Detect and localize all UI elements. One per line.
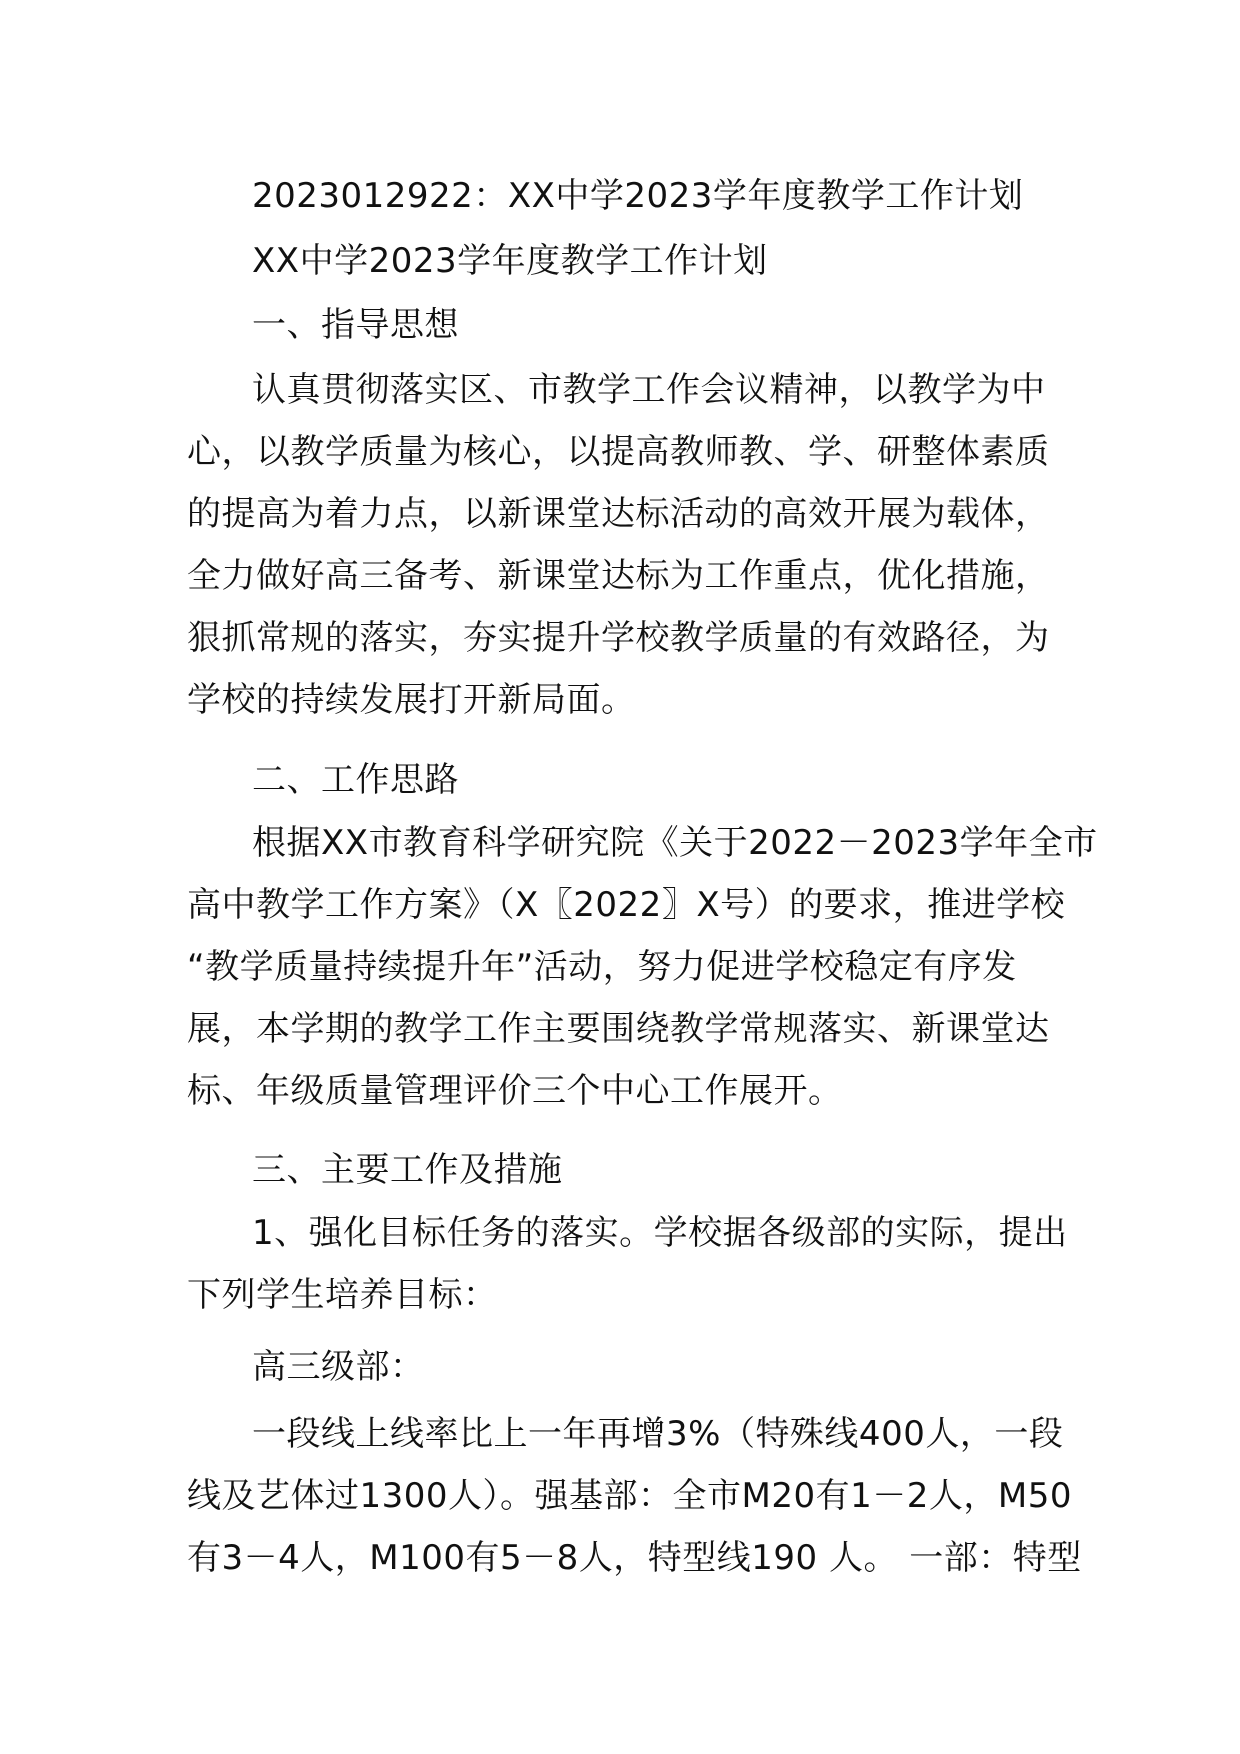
document-header-line: 2023012922：XX中学2023学年度教学工作计划 xyxy=(252,176,1024,216)
paragraph-1-line-6: 学校的持续发展打开新局面。 xyxy=(187,680,636,720)
paragraph-2-line-4: 展，本学期的教学工作主要围绕教学常规落实、新课堂达 xyxy=(187,1009,1050,1049)
paragraph-1-line-4: 全力做好高三备考、新课堂达标为工作重点，优化措施， xyxy=(187,556,1050,596)
section-heading-1: 一、指导思想 xyxy=(252,305,459,345)
document-title: XX中学2023学年度教学工作计划 xyxy=(252,241,768,281)
section-heading-2: 二、工作思路 xyxy=(252,760,459,800)
paragraph-1-line-3: 的提高为着力点，以新课堂达标活动的高效开展为载体， xyxy=(187,494,1050,534)
paragraph-2-line-1: 根据XX市教育科学研究院《关于2022－2023学年全市 xyxy=(252,823,1098,863)
paragraph-4-line-2: 线及艺体过1300人）。强基部：全市M20有1－2人，M50 xyxy=(187,1476,1072,1516)
paragraph-3-line-1: 1、强化目标任务的落实。学校据各级部的实际，提出 xyxy=(252,1213,1068,1253)
paragraph-1-line-2: 心，以教学质量为核心，以提高教师教、学、研整体素质 xyxy=(187,432,1050,472)
paragraph-4-line-3: 有3－4人，M100有5－8人，特型线190 人。 一部：特型 xyxy=(187,1538,1082,1578)
paragraph-4-line-1: 一段线上线率比上一年再增3%（特殊线400人，一段 xyxy=(252,1414,1064,1454)
paragraph-1-line-5: 狠抓常规的落实，夯实提升学校教学质量的有效路径，为 xyxy=(187,618,1050,658)
section-heading-3: 三、主要工作及措施 xyxy=(252,1150,563,1190)
paragraph-2-line-3: “教学质量持续提升年”活动，努力促进学校稳定有序发 xyxy=(187,947,1017,987)
subheading-grade-3: 高三级部： xyxy=(252,1347,425,1387)
paragraph-2-line-5: 标、年级质量管理评价三个中心工作展开。 xyxy=(187,1071,843,1111)
paragraph-1-line-1: 认真贯彻落实区、市教学工作会议精神，以教学为中 xyxy=(252,370,1046,410)
paragraph-3-line-2: 下列学生培养目标： xyxy=(187,1275,498,1315)
paragraph-2-line-2: 高中教学工作方案》（X〖2022〗X号）的要求，推进学校 xyxy=(187,885,1066,925)
